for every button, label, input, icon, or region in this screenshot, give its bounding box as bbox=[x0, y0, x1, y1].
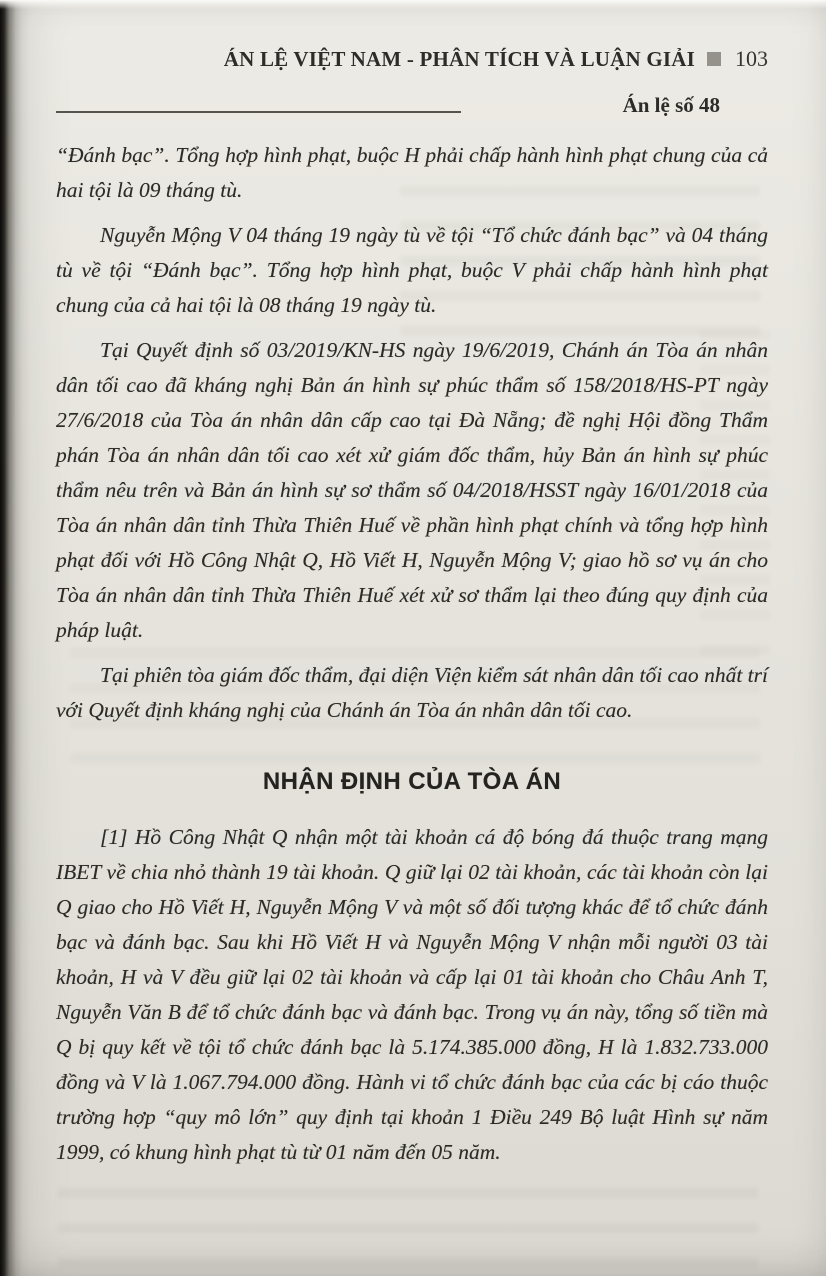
page-number: 103 bbox=[735, 46, 768, 71]
book-spine-shadow bbox=[0, 0, 30, 1276]
paragraph-khang-nghi: Tại Quyết định số 03/2019/KN-HS ngày 19/6/2019, Chánh án Tòa án nhân dân tối cao đã kháng nghị Bản án hình sự phúc thẩm số 158/2018/HS-PT ngày 27/6/2018 của Tòa án nhân dân cấp cao tại Đà Nẵng; đề nghị Hội đồng Thẩm phán Tòa án nhân dân tối cao xét xử giám đốc thẩm, hủy Bản án hình sự phúc thẩm nêu trên và Bản án hình sự sơ thẩm số 04/2018/HSST ngày 16/01/2018 của Tòa án nhân dân tỉnh Thừa Thiên Huế về phần hình phạt chính và tổng hợp hình phạt đối với Hồ Công Nhật Q, Hồ Viết H, Nguyễn Mộng V; giao hồ sơ vụ án cho Tòa án nhân dân tỉnh Thừa Thiên Huế xét xử sơ thẩm lại theo đúng quy định của pháp luật. bbox=[56, 338, 768, 642]
book-title: ÁN LỆ VIỆT NAM - PHÂN TÍCH VÀ LUẬN GIẢI bbox=[223, 47, 695, 71]
body-text bbox=[56, 138, 768, 1170]
section-heading: NHẬN ĐỊNH CỦA TÒA ÁN bbox=[262, 768, 562, 795]
bleed-through-texture bbox=[58, 1188, 758, 1268]
page-content bbox=[56, 46, 768, 1180]
paragraph-sentence-v: Nguyễn Mộng V 04 tháng 19 ngày tù về tội “Tổ chức đánh bạc” và 04 tháng tù về tội “Đánh bạc”. Tổng hợp hình phạt, buộc V phải chấp hành hình phạt chung của cả hai tội là 08 tháng 19 ngày tù. bbox=[56, 223, 768, 317]
header-rule bbox=[56, 111, 461, 113]
paragraph-nhan-dinh-1: [1] Hồ Công Nhật Q nhận một tài khoản cá độ bóng đá thuộc trang mạng IBET về chia nhỏ thành 19 tài khoản. Q giữ lại 02 tài khoản, các tài khoản còn lại Q giao cho Hồ Viết H, Nguyễn Mộng V và một số đối tượng khác để tổ chức đánh bạc và đánh bạc. Sau khi Hồ Viết H và Nguyễn Mộng V nhận mỗi người 03 tài khoản, H và V đều giữ lại 02 tài khoản và cấp lại 01 tài khoản cho Châu Anh T, Nguyễn Văn B để tổ chức đánh bạc và đánh bạc. Trong vụ án này, tổng số tiền mà Q bị quy kết về tội tổ chức đánh bạc là 5.174.385.000 đồng, H là 1.832.733.000 đồng và V là 1.067.794.000 đồng. Hành vi tổ chức đánh bạc của các bị cáo thuộc trường hợp “quy mô lớn” quy định tại khoản 1 Điều 249 Bộ luật Hình sự năm 1999, có khung hình phạt tù từ 01 năm đến 05 năm. bbox=[56, 825, 768, 1164]
square-bullet-icon bbox=[707, 52, 721, 66]
case-label-row bbox=[56, 84, 768, 118]
page-top-edge bbox=[0, 0, 826, 9]
case-label: Án lệ số 48 bbox=[622, 93, 720, 117]
paragraph-phien-toa: Tại phiên tòa giám đốc thẩm, đại diện Viện kiểm sát nhân dân tối cao nhất trí với Quyết định kháng nghị của Chánh án Tòa án nhân dân tối cao. bbox=[56, 663, 768, 722]
running-header bbox=[56, 46, 768, 72]
paragraph-continuation: “Đánh bạc”. Tổng hợp hình phạt, buộc H phải chấp hành hình phạt chung của cả hai tội là 09 tháng tù. bbox=[56, 143, 768, 202]
